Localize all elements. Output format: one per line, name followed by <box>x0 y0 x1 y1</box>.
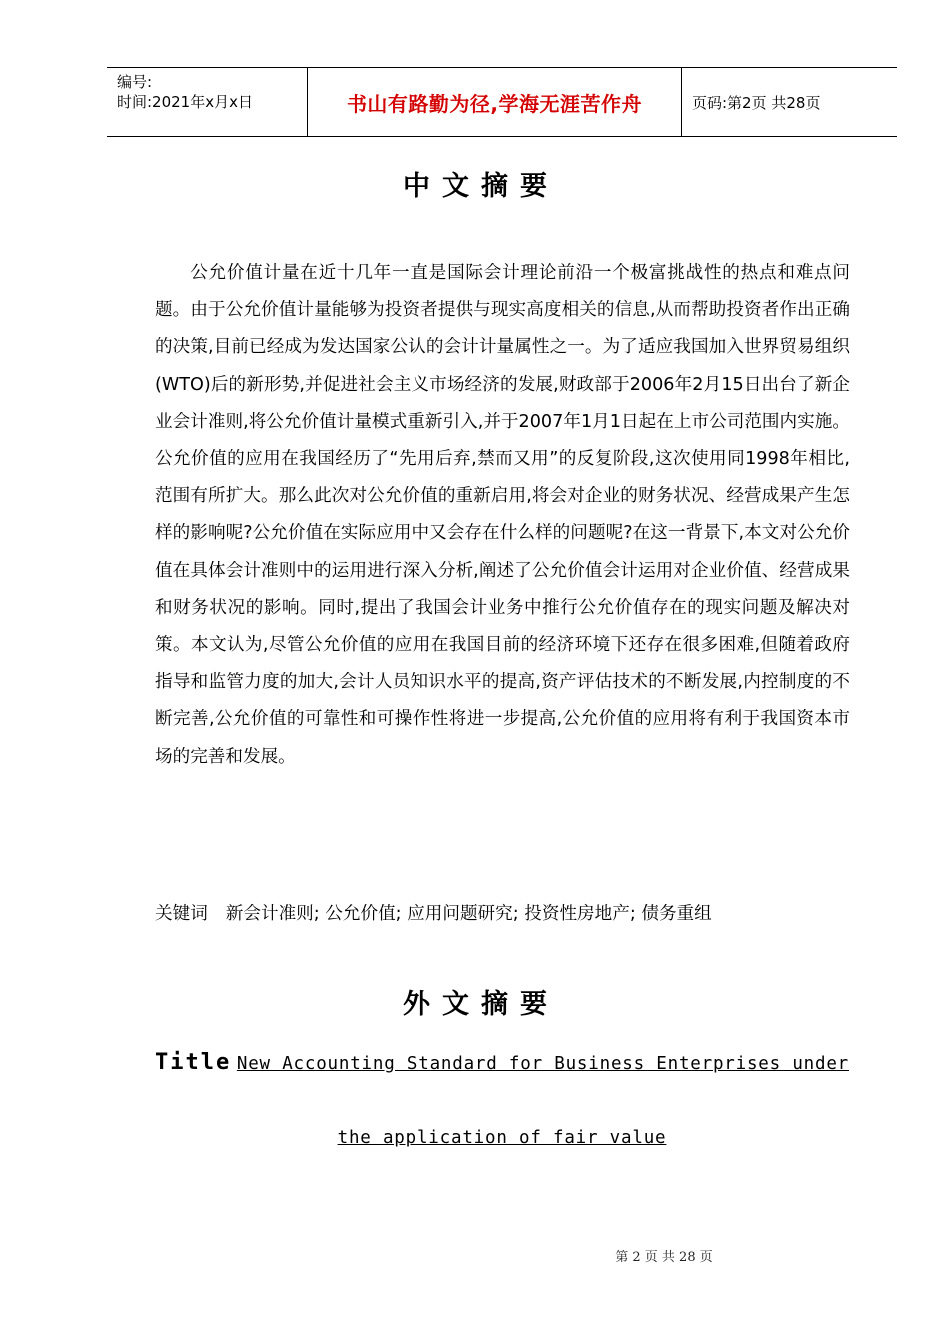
page-footer: 第 2 页 共 28 页 <box>615 1250 713 1265</box>
keywords-list: 新会计准则; 公允价值; 应用问题研究; 投资性房地产; 债务重组 <box>225 904 712 924</box>
chinese-abstract-heading: 中文摘要 <box>403 171 559 202</box>
foreign-abstract-heading: 外文摘要 <box>403 989 559 1020</box>
english-title-text-line2: the application of fair value <box>337 1128 667 1148</box>
keywords-label: 关键词 <box>155 904 208 924</box>
keywords-line <box>155 900 850 928</box>
document-date: 时间:2021年x月x日 <box>117 93 253 111</box>
header-page-info: 页码:第2页 共28页 <box>692 93 821 112</box>
page-header <box>107 67 897 137</box>
chinese-abstract-body: 公允价值计量在近十几年一直是国际会计理论前沿一个极富挑战性的热点和难点问题。由于公允价值计量能够为投资者提供与现实高度相关的信息,从而帮助投资者作出正确的决策,目前已经成为发达国家公认的会计计量属性之一。为了适应我国加入世界贸易组织(WTO)后的新形势,并促进社会主义市场经济的发展,财政部于2006年2月15日出台了新企业会计准则,将公允价值计量模式重新引入,并于2007年1月1日起在上市公司范围内实施。公允价值的应用在我国经历了“先用后弃,禁而又用”的反复阶段,这次使用同1998年相比,范围有所扩大。那么此次对公允价值的重新启用,将会对企业的财务状况、经营成果产生怎样的影响呢?公允价值在实际应用中又会存在什么样的问题呢?在这一背景下,本文对公允价值在具体会计准则中的运用进行深入分析,阐述了公允价值会计运用对企业价值、经营成果和财务状况的影响。同时,提出了我国会计业务中推行公允价值存在的现实问题及解决对策。本文认为,尽管公允价值的应用在我国目前的经济环境下还存在很多困难,但随着政府指导和监管力度的加大,会计人员知识水平的提高,资产评估技术的不断发展,内控制度的不断完善,公允价值的可靠性和可操作性将进一步提高,公允价值的应用将有利于我国资本市场的完善和发展。 <box>155 263 850 767</box>
english-title-line <box>155 1050 850 1084</box>
english-title-text-line1: New Accounting Standard for Business Enterprises under <box>236 1054 849 1074</box>
header-motto: 书山有路勤为径,学海无涯苦作舟 <box>308 68 682 136</box>
english-title-label: Title <box>155 1050 232 1075</box>
header-meta-cell <box>107 68 308 136</box>
document-number-label: 编号: <box>117 73 153 91</box>
